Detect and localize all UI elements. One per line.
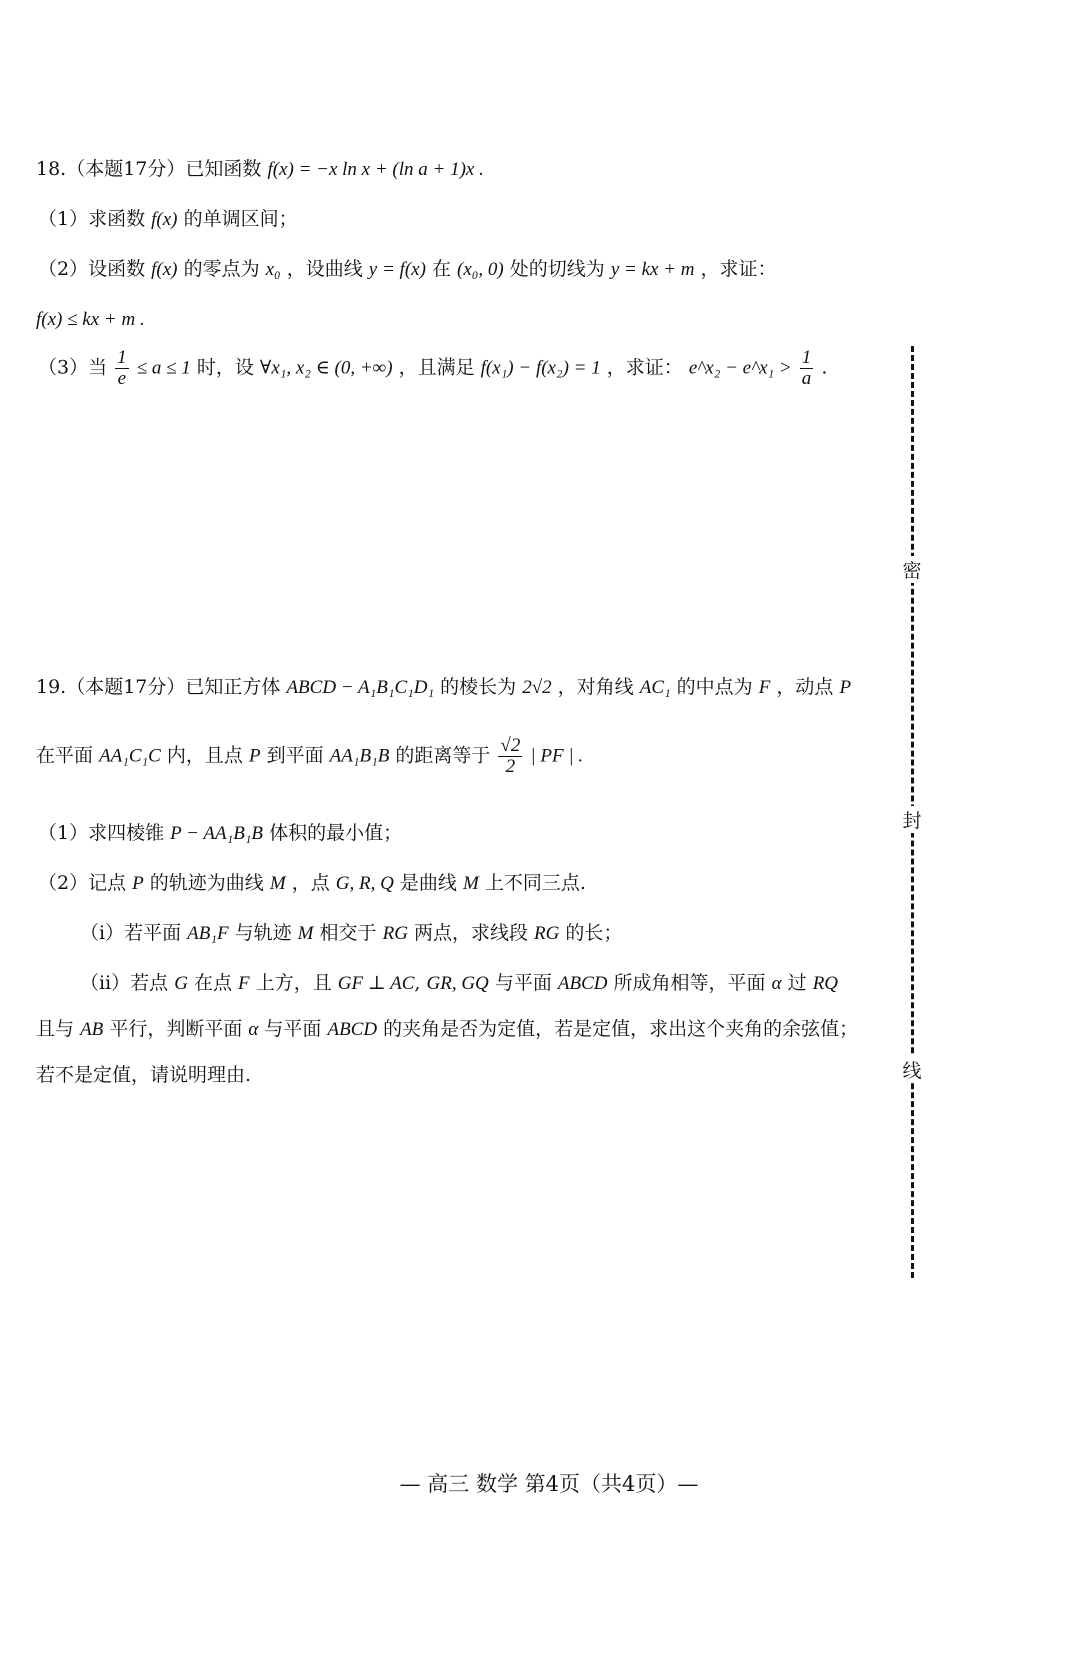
q19-ii-l2-text-d: 的夹角是否为定值，若是定值，求出这个夹角的余弦值； bbox=[383, 1018, 859, 1040]
q19-ii-text-f: 所成角相等，平面 bbox=[613, 972, 766, 994]
q18-p2-result: f(x) ≤ kx + m . bbox=[36, 309, 145, 330]
q19-p1-text-b: 体积的最小值； bbox=[269, 822, 403, 844]
q19-p1-text-a: （1）求四棱锥 bbox=[38, 822, 165, 844]
q19-text-d: 的中点为 bbox=[676, 676, 753, 698]
q19-p2-text-a: （2）记点 bbox=[38, 872, 127, 894]
q19-p2-text-c: ，点 bbox=[291, 872, 330, 894]
q19-text-c: ，对角线 bbox=[557, 676, 634, 698]
q19-ii-l2-text-a: 且与 bbox=[36, 1018, 75, 1040]
q19-p2-text-d: 是曲线 bbox=[399, 872, 457, 894]
q19-plane-2: AA₁B₁B bbox=[329, 745, 390, 767]
q19-diagonal: AC₁ bbox=[639, 677, 671, 698]
q19-ii-perp: GF ⊥ AC bbox=[337, 973, 415, 994]
q19-i-RG: RG bbox=[382, 923, 408, 944]
q19-i-text-a: （ⅰ）若平面 bbox=[80, 922, 182, 944]
q19-cube: ABCD − A₁B₁C₁D₁ bbox=[286, 677, 435, 698]
q19-pf: | PF | . bbox=[530, 745, 584, 767]
q18-p3-fraction bbox=[115, 348, 129, 389]
q19-ii-l2-ABCD: ABCD bbox=[327, 1019, 378, 1040]
q19-ii-lines: GR, GQ bbox=[426, 973, 489, 994]
q18-p3-frac2-den: a bbox=[801, 367, 812, 389]
q19-stem-line1 bbox=[36, 676, 851, 700]
q19-ii-RQ: RQ bbox=[812, 973, 839, 994]
q18-p3-end: . bbox=[821, 356, 828, 379]
q19-ii-l2-text-c: 与平面 bbox=[264, 1018, 322, 1040]
q19-ii-l2-AB: AB bbox=[80, 1019, 104, 1040]
q19-ii-text-a: （ⅱ）若点 bbox=[80, 972, 169, 994]
q19-ii-plane: ABCD bbox=[557, 973, 608, 994]
q19-ii-G: G bbox=[174, 973, 188, 994]
q19-ii-l2-text-b: 平行，判断平面 bbox=[109, 1018, 243, 1040]
q18-head: 18.（本题17分）已知函数 bbox=[36, 158, 262, 180]
q19-ii-text-e: 与平面 bbox=[494, 972, 552, 994]
q19-part2-ii bbox=[80, 972, 838, 996]
q18-p3-text-g: ，求证： bbox=[606, 356, 683, 379]
q18-p3-frac-den: e bbox=[117, 367, 127, 389]
q18-p3-domain: ∀x₁, x₂ ∈ (0, +∞) bbox=[259, 357, 393, 379]
q19-part2-ii-line3 bbox=[36, 1064, 251, 1087]
q18-p2-curve: y = f(x) bbox=[368, 259, 426, 280]
q19-text-b: 的棱长为 bbox=[440, 676, 517, 698]
q18-p3-condition: f(x₁) − f(x₂) = 1 bbox=[480, 357, 601, 379]
q19-part2 bbox=[38, 872, 586, 896]
q19-i-plane: AB₁F bbox=[187, 923, 229, 944]
q19-ii-F: F bbox=[238, 973, 250, 994]
q18-p2-text-d: 在 bbox=[431, 258, 451, 280]
q18-p3-inequality: e^x₂ − e^x₁ > bbox=[688, 357, 792, 379]
q18-p2-text-c: ，设曲线 bbox=[286, 258, 363, 280]
q19-p2-text-b: 的轨迹为曲线 bbox=[149, 872, 264, 894]
q19-plane-1: AA₁C₁C bbox=[99, 745, 161, 767]
q19-l2-text-b: 内，且点 bbox=[166, 744, 243, 767]
q19-text-e: ，动点 bbox=[776, 676, 834, 698]
q18-p3-range: ≤ a ≤ 1 bbox=[136, 357, 191, 379]
q19-p2-curve-M: M bbox=[269, 873, 286, 894]
q18-p3-frac2-num: 1 bbox=[801, 347, 812, 368]
q18-p2-text-a: （2）设函数 bbox=[38, 258, 146, 280]
q19-point-F: F bbox=[758, 677, 771, 698]
q18-p2-text-f: ，求证： bbox=[700, 258, 777, 280]
q19-stem-line2 bbox=[36, 736, 583, 777]
q18-part3 bbox=[38, 348, 827, 389]
q19-p2-curve-M2: M bbox=[462, 873, 479, 894]
q19-part2-i bbox=[80, 922, 622, 946]
q19-i-text-d: 两点，求线段 bbox=[413, 922, 528, 944]
q19-i-text-c: 相交于 bbox=[319, 922, 377, 944]
q19-i-text-b: 与轨迹 bbox=[234, 922, 292, 944]
q19-p2-text-e: 上不同三点. bbox=[484, 872, 586, 894]
q19-i-text-e: 的长； bbox=[565, 922, 623, 944]
seal-char-feng: 封 bbox=[898, 806, 926, 833]
q19-l2-text-c: 到平面 bbox=[266, 744, 324, 767]
q19-i-M: M bbox=[297, 923, 314, 944]
q19-ii-text-g: 过 bbox=[787, 972, 807, 994]
q18-p1-fx: f(x) bbox=[151, 209, 178, 230]
q19-edge-length: 2√2 bbox=[522, 677, 552, 698]
q19-ii-l3-text: 若不是定值，请说明理由. bbox=[36, 1064, 252, 1086]
q18-p2-x0: x₀ bbox=[265, 259, 281, 280]
q19-ii-alpha: α bbox=[771, 973, 782, 994]
seal-char-mi: 密 bbox=[898, 556, 926, 583]
q19-p2-points: G, R, Q bbox=[335, 873, 394, 894]
q18-p2-point: (x₀, 0) bbox=[457, 259, 504, 280]
q19-l2-point-P: P bbox=[248, 745, 261, 767]
q19-frac-den: 2 bbox=[505, 755, 516, 777]
q19-ii-comma: , bbox=[414, 972, 421, 994]
q19-ii-l2-alpha: α bbox=[248, 1019, 259, 1040]
q19-l2-text-a: 在平面 bbox=[36, 744, 94, 767]
q18-p3-text-c: 时，设 bbox=[196, 356, 254, 379]
q19-ii-text-c: 上方，且 bbox=[255, 972, 332, 994]
q18-p3-frac-num: 1 bbox=[117, 347, 127, 368]
q19-p1-pyramid: P − AA₁B₁B bbox=[170, 823, 264, 844]
q18-p3-text-a: （3）当 bbox=[38, 356, 108, 379]
q19-fraction bbox=[498, 736, 522, 777]
q18-p2-tangent: y = kx + m bbox=[610, 259, 695, 280]
q18-p1-text: （1）求函数 bbox=[38, 208, 146, 230]
q18-p3-fraction-2 bbox=[800, 348, 814, 389]
q18-function: f(x) = −x ln x + (ln a + 1)x . bbox=[267, 159, 484, 180]
q19-i-RG2: RG bbox=[534, 923, 560, 944]
q18-p1-text-end: 的单调区间； bbox=[183, 208, 298, 230]
q19-frac-num: √2 bbox=[500, 735, 521, 756]
q18-p3-text-e: ，且满足 bbox=[398, 356, 475, 379]
q19-point-P: P bbox=[839, 677, 852, 698]
q19-ii-text-b: 在点 bbox=[193, 972, 232, 994]
q19-part1 bbox=[38, 822, 402, 846]
q18-part2-result bbox=[36, 308, 145, 332]
seal-char-xian: 线 bbox=[898, 1056, 926, 1083]
q18-p2-text-e: 处的切线为 bbox=[509, 258, 605, 280]
q19-p2-point-P: P bbox=[132, 873, 144, 894]
q18-p2-fx: f(x) bbox=[151, 259, 178, 280]
q18-p2-text-b: 的零点为 bbox=[183, 258, 260, 280]
q19-l2-text-d: 的距离等于 bbox=[395, 744, 491, 767]
q18-part1 bbox=[38, 208, 298, 232]
page-footer: — 高三 数学 第4页（共4页）— bbox=[399, 1472, 699, 1496]
q19-part2-ii-line2 bbox=[36, 1018, 858, 1042]
q18-part2 bbox=[38, 258, 777, 282]
q18-stem bbox=[36, 158, 484, 182]
q19-head: 19.（本题17分）已知正方体 bbox=[36, 676, 281, 698]
